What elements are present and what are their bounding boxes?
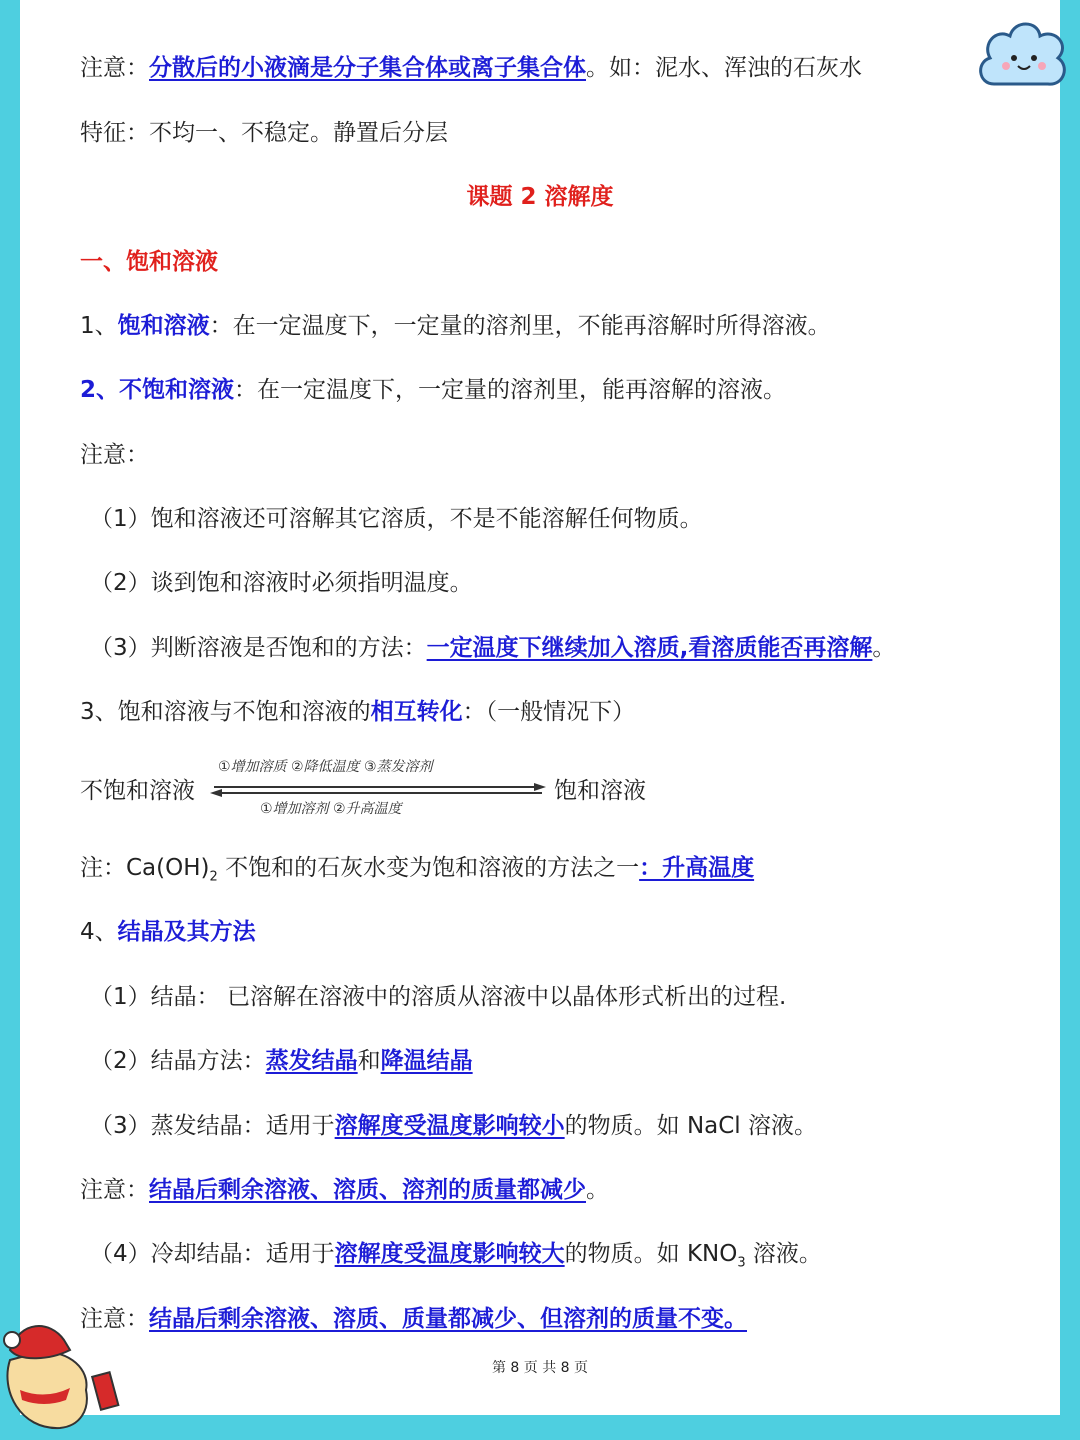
text-segment: （1）饱和溶液还可溶解其它溶质，不是不能溶解任何物质。 — [90, 506, 703, 532]
highlight-text: 分散后的小液滴是分子集合体或离子集合体 — [149, 55, 586, 81]
text-segment: 注意： — [80, 1306, 149, 1332]
text-line — [90, 1111, 817, 1141]
text-segment: 特征：不均一、不稳定。静置后分层 — [80, 120, 448, 146]
highlight-text: ：升高温度 — [639, 855, 755, 881]
text-line — [90, 1046, 473, 1076]
text-segment: 注意： — [80, 55, 149, 81]
text-segment: 3、饱和溶液与不饱和溶液的 — [80, 699, 371, 725]
highlight-text: 溶解度受温度影响较大 — [334, 1241, 565, 1267]
text-segment: 和 — [357, 1048, 381, 1074]
highlight-text: 蒸发结晶 — [265, 1048, 358, 1074]
text-segment: 的物质。如 NaCl 溶液。 — [564, 1113, 818, 1139]
text-line — [90, 504, 703, 534]
christmas-bear-sticker-icon — [0, 1300, 140, 1440]
conversion-diagram — [80, 752, 700, 822]
text-segment: （3）蒸发结晶：适用于 — [90, 1113, 335, 1139]
text-line — [80, 1175, 609, 1205]
text-segment: 4、 — [80, 919, 118, 945]
highlight-text: 2 — [209, 869, 218, 885]
text-line — [80, 697, 635, 727]
section-heading: 一、饱和溶液 — [80, 249, 218, 275]
text-segment: （2）谈到饱和溶液时必须指明温度。 — [90, 570, 473, 596]
forward-conditions: ①增加溶质 ②降低温度 ③蒸发溶剂 — [218, 759, 433, 775]
text-segment: （2）结晶方法： — [90, 1048, 266, 1074]
text-line — [80, 853, 754, 893]
section-heading: 课题 2 溶解度 — [466, 184, 614, 210]
text-line — [80, 53, 862, 83]
text-segment: 注：Ca(OH) — [80, 855, 210, 881]
text-segment: 。如：泥水、浑浊的石灰水 — [586, 55, 862, 81]
text-segment: 1、 — [80, 313, 118, 339]
text-line — [80, 247, 218, 277]
text-segment: ：在一定温度下，一定量的溶剂里，不能再溶解时所得溶液。 — [209, 313, 831, 339]
text-segment: 不饱和的石灰水变为饱和溶液的方法之一 — [217, 855, 640, 881]
text-line — [90, 568, 473, 598]
text-line — [90, 633, 895, 663]
highlight-text: 3 — [737, 1255, 746, 1271]
highlight-text: 一定温度下继续加入溶质,看溶质能否再溶解 — [426, 635, 873, 661]
text-line — [80, 917, 256, 947]
text-line — [80, 440, 149, 470]
highlight-text: 2、不饱和溶液 — [80, 377, 235, 403]
highlight-text: 相互转化 — [370, 699, 463, 725]
double-arrow-icon — [208, 782, 548, 798]
text-segment: （3）判断溶液是否饱和的方法： — [90, 635, 427, 661]
text-segment: 的物质。如 KNO — [564, 1241, 738, 1267]
text-segment: ：在一定温度下，一定量的溶剂里，能再溶解的溶液。 — [234, 377, 787, 403]
page-number: 第 8 页 共 8 页 — [491, 1360, 589, 1376]
text-line — [90, 1239, 822, 1279]
text-segment: （1）结晶： 已溶解在溶液中的溶质从溶液中以晶体形式析出的过程. — [90, 984, 787, 1010]
text-line — [80, 375, 786, 405]
text-line — [80, 118, 448, 148]
highlight-text: 溶解度受温度影响较小 — [334, 1113, 565, 1139]
text-line — [80, 1304, 747, 1334]
text-line — [80, 311, 831, 341]
highlight-text: 结晶及其方法 — [117, 919, 256, 945]
document-page — [20, 0, 1060, 1415]
highlight-text: 结晶后剩余溶液、溶质、溶剂的质量都减少 — [149, 1177, 586, 1203]
cloud-sticker-icon — [974, 14, 1070, 98]
text-segment: 注意： — [80, 1177, 149, 1203]
text-line — [20, 182, 1060, 212]
text-segment: ：（一般情况下） — [462, 699, 636, 725]
highlight-text: 结晶后剩余溶液、溶质、质量都减少、但溶剂的质量不变。 — [149, 1306, 747, 1332]
saturated-label: 饱和溶液 — [554, 778, 646, 804]
text-segment: （4）冷却结晶：适用于 — [90, 1241, 335, 1267]
highlight-text: 饱和溶液 — [117, 313, 210, 339]
text-segment: 注意： — [80, 442, 149, 468]
highlight-text: 降温结晶 — [380, 1048, 473, 1074]
text-segment: 溶液。 — [745, 1241, 822, 1267]
text-segment: 。 — [872, 635, 896, 661]
unsaturated-label: 不饱和溶液 — [80, 778, 195, 804]
text-line — [90, 982, 786, 1012]
backward-conditions: ①增加溶剂 ②升高温度 — [260, 801, 402, 817]
text-segment: 。 — [586, 1177, 609, 1203]
